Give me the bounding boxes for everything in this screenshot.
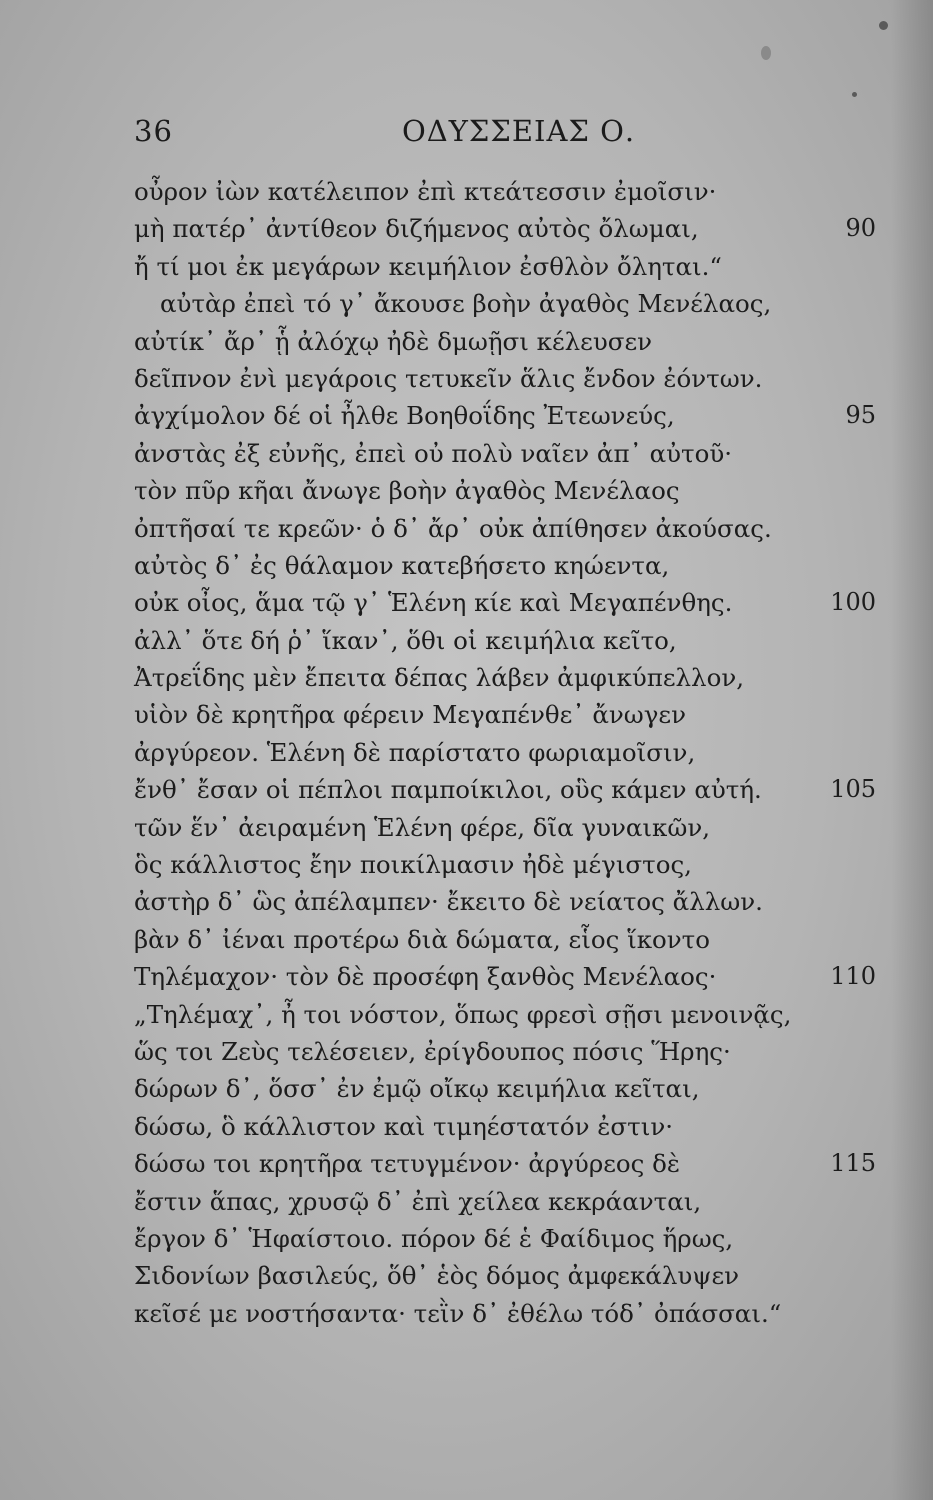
verse-text: τὸν πῦρ κῆαι ἄνωγε βοὴν ἀγαθὸς Μενέλαος	[134, 476, 680, 506]
verse-line	[134, 210, 894, 247]
line-number: 90	[845, 214, 876, 243]
verse-line	[134, 883, 894, 920]
page-number: 36	[134, 114, 173, 148]
verse-line	[134, 1183, 894, 1220]
verse-text: υἱὸν δὲ κρητῆρα φέρειν Μεγαπένθε᾽ ἄνωγεν	[134, 700, 686, 730]
verse-text: αὐτίκ᾽ ἄρ᾽ ᾗ ἀλόχῳ ἠδὲ δμωῇσι κέλευσεν	[134, 326, 653, 356]
verse-line	[134, 1257, 894, 1294]
verse-line	[134, 584, 894, 621]
verse-text: ἔνθ᾽ ἔσαν οἱ πέπλοι παμποίκιλοι, οὓς κάμεν αὐτή.	[134, 775, 762, 805]
verse-line	[134, 547, 894, 584]
verse-block	[134, 173, 894, 1332]
line-number: 95	[845, 401, 876, 430]
verse-line	[134, 696, 894, 733]
paper-speck	[879, 21, 888, 30]
verse-line	[134, 1295, 894, 1332]
verse-line	[134, 622, 894, 659]
line-number: 110	[830, 962, 876, 991]
verse-text: ἔστιν ἅπας, χρυσῷ δ᾽ ἐπὶ χείλεα κεκράανται,	[134, 1186, 702, 1216]
verse-text: αὐτὰρ ἐπεὶ τό γ᾽ ἄκουσε βοὴν ἀγαθὸς Μενέλαος,	[160, 289, 772, 319]
verse-text: ἀνστὰς ἐξ εὐνῆς, ἐπεὶ οὐ πολὺ ναῖεν ἀπ᾽ αὐτοῦ·	[134, 438, 733, 468]
verse-text: Ἀτρεΐδης μὲν ἔπειτα δέπας λάβεν ἀμφικύπελλον,	[134, 663, 744, 693]
verse-line	[134, 285, 894, 322]
verse-text: Τηλέμαχον· τὸν δὲ προσέφη ξανθὸς Μενέλαος·	[134, 962, 717, 992]
running-title: ΟΔΥΣΣΕΙΑΣ Ο.	[402, 114, 636, 148]
verse-text: αὐτὸς δ᾽ ἐς θάλαμον κατεβήσετο κηώεντα,	[134, 550, 670, 580]
verse-text: οὖρον ἰὼν κατέλειπον ἐπὶ κτεάτεσσιν ἐμοῖσιν·	[134, 177, 717, 206]
verse-text: βὰν δ᾽ ἰέναι προτέρω διὰ δώματα, εἷος ἵκοντο	[134, 924, 710, 954]
verse-line	[134, 397, 894, 434]
verse-text: ἀργύρεον. Ἑλένη δὲ παρίστατο φωριαμοῖσιν,	[134, 737, 696, 767]
verse-text: κεῖσέ με νοστήσαντα· τεῒν δ᾽ ἐθέλω τόδ᾽ ὀπάσσαι.“	[134, 1298, 782, 1328]
line-number: 100	[830, 588, 876, 617]
verse-text: ἔργον δ᾽ Ἡφαίστοιο. πόρον δέ ἑ Φαίδιμος ἥρως,	[134, 1223, 734, 1253]
verse-line	[134, 921, 894, 958]
verse-text: δώρων δ᾽, ὅσσ᾽ ἐν ἐμῷ οἴκῳ κειμήλια κεῖται,	[134, 1074, 700, 1104]
line-number: 105	[830, 775, 876, 804]
verse-line	[134, 958, 894, 995]
verse-line	[134, 809, 894, 846]
verse-text: ἀγχίμολον δέ οἱ ἦλθε Βοηθοΐδης Ἐτεωνεύς,	[134, 401, 675, 431]
line-number: 115	[830, 1149, 876, 1178]
verse-line	[134, 472, 894, 509]
paper-speck	[761, 46, 771, 60]
verse-line	[134, 510, 894, 547]
verse-text: ὥς τοι Ζεὺς τελέσειεν, ἐρίγδουπος πόσις Ἥρης·	[134, 1036, 731, 1066]
verse-text: ἀλλ᾽ ὅτε δή ῥ᾽ ἵκαν᾽, ὅθι οἱ κειμήλια κεῖτο,	[134, 625, 677, 655]
verse-text: δεῖπνον ἐνὶ μεγάροις τετυκεῖν ἅλις ἔνδον ἐόντων.	[134, 363, 763, 393]
verse-text: ὀπτῆσαί τε κρεῶν· ὁ δ᾽ ἄρ᾽ οὐκ ἀπίθησεν ἀκούσας.	[134, 513, 772, 543]
verse-line	[134, 996, 894, 1033]
verse-line	[134, 846, 894, 883]
verse-text: ἀστὴρ δ᾽ ὣς ἀπέλαμπεν· ἔκειτο δὲ νείατος ἄλλων.	[134, 887, 763, 917]
verse-text: δώσω τοι κρητῆρα τετυγμένον· ἀργύρεος δὲ	[134, 1149, 681, 1179]
verse-line	[134, 1033, 894, 1070]
verse-line	[134, 248, 894, 285]
verse-line	[134, 734, 894, 771]
verse-line	[134, 1220, 894, 1257]
verse-line	[134, 771, 894, 808]
verse-line	[134, 1070, 894, 1107]
verse-text: μὴ πατέρ᾽ ἀντίθεον διζήμενος αὐτὸς ὄλωμαι,	[134, 214, 699, 244]
verse-line	[134, 360, 894, 397]
verse-text: ἤ τί μοι ἐκ μεγάρων κειμήλιον ἐσθλὸν ὄληται.“	[134, 251, 722, 281]
verse-text: „Τηλέμαχ᾽, ἦ τοι νόστον, ὅπως φρεσὶ σῇσι μενοινᾷς,	[134, 999, 792, 1029]
paper-speck	[852, 92, 857, 97]
verse-text: τῶν ἕν᾽ ἀειραμένη Ἑλένη φέρε, δῖα γυναικῶν,	[134, 812, 711, 842]
verse-line	[134, 173, 894, 210]
page-edge-shadow	[891, 0, 933, 1500]
verse-line	[134, 1145, 894, 1182]
verse-line	[134, 323, 894, 360]
verse-text: οὐκ οἶος, ἅμα τῷ γ᾽ Ἑλένη κίε καὶ Μεγαπένθης.	[134, 588, 733, 618]
verse-text: δώσω, ὃ κάλλιστον καὶ τιμηέστατόν ἐστιν·	[134, 1111, 673, 1141]
verse-text: Σιδονίων βασιλεύς, ὅθ᾽ ἑὸς δόμος ἀμφεκάλυψεν	[134, 1261, 740, 1291]
verse-line	[134, 435, 894, 472]
verse-text: ὃς κάλλιστος ἔην ποικίλμασιν ἠδὲ μέγιστος,	[134, 850, 692, 880]
verse-line	[134, 659, 894, 696]
verse-line	[134, 1108, 894, 1145]
